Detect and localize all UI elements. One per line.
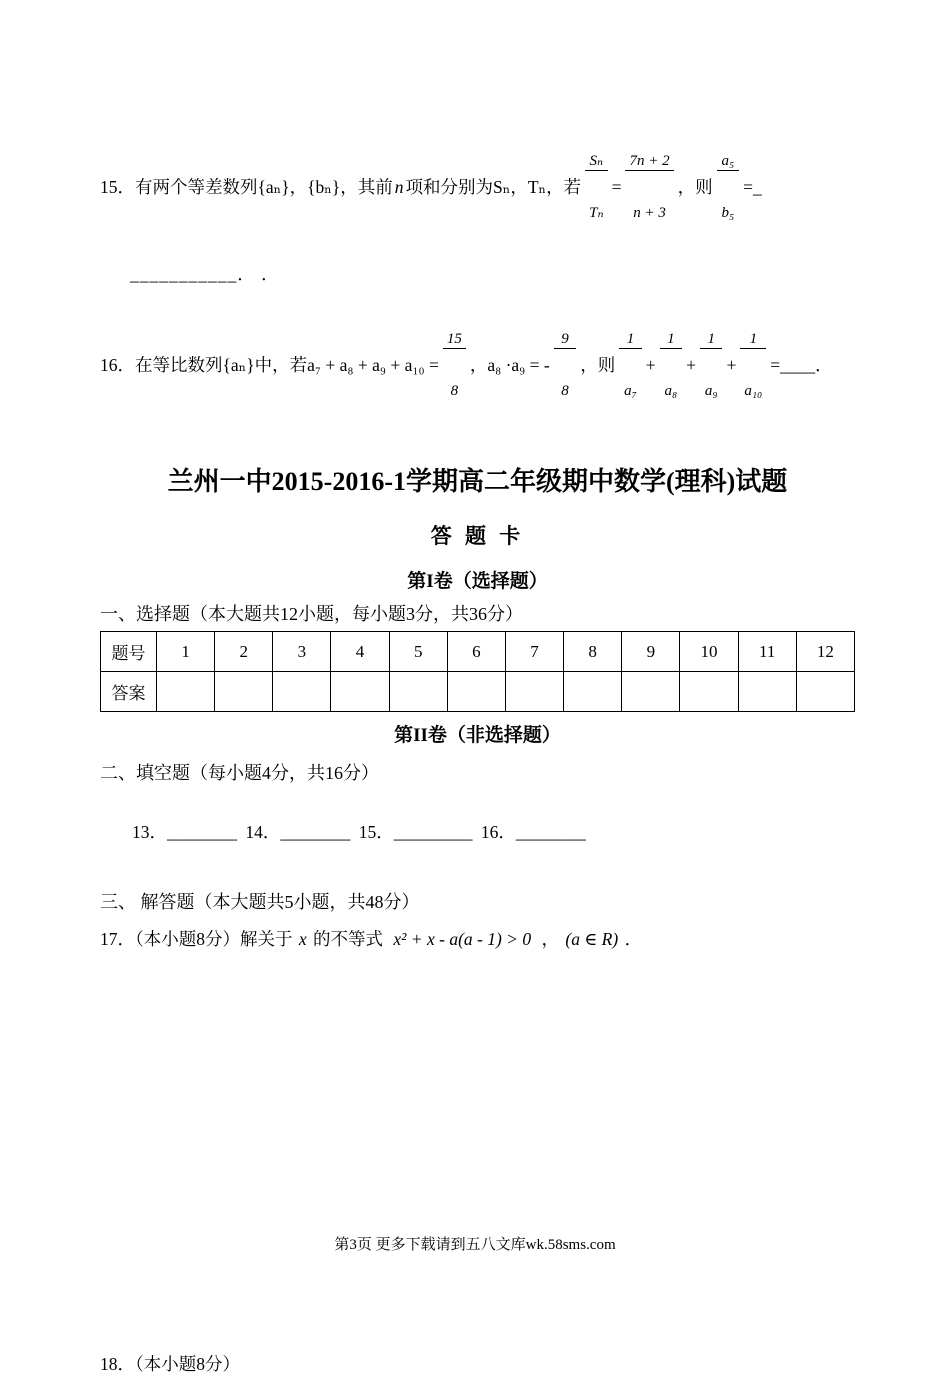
- answer-cell: [157, 672, 215, 712]
- answer-cell: [273, 672, 331, 712]
- question-number-cell: 3: [273, 632, 331, 672]
- question-18: 18．（本小题8分）: [100, 1354, 240, 1374]
- question-number-cell: 11: [738, 632, 796, 672]
- variable-n: n: [394, 177, 404, 198]
- part3-description: 三、 解答题（本大题共5小题，共48分）: [100, 892, 420, 912]
- answer-cell: [331, 672, 389, 712]
- answer-cell: [447, 672, 505, 712]
- fraction-1-a7: $\frac{1}{\text{a₇}}$: [619, 296, 642, 435]
- question-number-label: 题号: [101, 632, 157, 672]
- fraction-1-a8: $\frac{1}{\text{a₈}}$: [660, 296, 683, 435]
- question-15-text-3: ，则: [677, 177, 713, 198]
- fill-in-blanks-row: [132, 819, 855, 844]
- part1-title: 第I卷（选择题）: [407, 571, 548, 592]
- fraction-15-8: $\frac{15}{8}$: [443, 296, 466, 435]
- answer-cell: [389, 672, 447, 712]
- blank-line: ________: [280, 822, 351, 842]
- answer-cell: [622, 672, 680, 712]
- answer-cell: [505, 672, 563, 712]
- part2-description: 二、填空题（每小题4分，共16分）: [100, 763, 379, 783]
- question-number-cell: 1: [157, 632, 215, 672]
- answer-card-title: 答 题 卡: [430, 524, 525, 548]
- page-footer: 第3页 更多下载请到五八文库wk.58sms.com: [334, 1237, 616, 1253]
- question-15-answer-blank: ___________． ．: [130, 264, 280, 284]
- equals-sign: =: [611, 177, 622, 198]
- question-number-cell: 8: [564, 632, 622, 672]
- answer-cell: [796, 672, 854, 712]
- answer-cell: [564, 672, 622, 712]
- answer-cell: [738, 672, 796, 712]
- blank-line: ________: [167, 822, 237, 842]
- question-15: [100, 118, 855, 257]
- plus-sign: +: [645, 355, 656, 376]
- answer-cell: [215, 672, 273, 712]
- fill-blank-16: 16．________: [480, 822, 586, 842]
- question-16-text-4: =____．: [770, 355, 833, 376]
- answer-cell: [680, 672, 738, 712]
- part1-description: 一、选择题（本大题共12小题，每小题3分，共36分）: [100, 604, 523, 624]
- answer-label: 答案: [101, 672, 157, 712]
- fill-blank-13: 13．________: [132, 822, 237, 842]
- fill-blank-14: 14．________: [245, 822, 351, 842]
- question-15-text-4: =_: [743, 177, 762, 198]
- exam-title: 兰州一中2015-2016-1学期高二年级期中数学(理科)试题: [167, 467, 788, 496]
- question-number-cell: 5: [389, 632, 447, 672]
- question-16: [100, 296, 855, 435]
- question-number-cell: 10: [680, 632, 738, 672]
- fraction-a5-b5: $\frac{\text{a₅}}{\text{b₅}}$: [717, 118, 740, 257]
- question-17-period: ．: [624, 929, 643, 949]
- fraction-sn-tn: $\frac{\text{Sₙ}}{\text{Tₙ}}$: [585, 118, 608, 257]
- variable-x: x: [298, 929, 307, 949]
- question-number-row: [101, 632, 855, 672]
- part2-title: 第II卷（非选择题）: [394, 725, 561, 746]
- inequality-formula: x² + x - a(a - 1) > 0: [393, 929, 532, 949]
- question-17-comma: ，: [541, 929, 559, 949]
- question-15-text-1: 15．有两个等差数列{aₙ}，{bₙ}，其前: [100, 177, 393, 198]
- question-number-cell: 6: [447, 632, 505, 672]
- question-17-text-2: 的不等式: [313, 929, 384, 949]
- fraction-7n2-n3: $\frac{7n + 2}{n + 3}$: [625, 118, 673, 257]
- question-number-cell: 4: [331, 632, 389, 672]
- question-16-text-1: 16．在等比数列{aₙ}中，若a₇ + a₈ + a₉ + a₁₀ =: [100, 355, 439, 376]
- question-number-cell: 9: [622, 632, 680, 672]
- plus-sign: +: [686, 355, 696, 376]
- answer-table: [100, 631, 855, 712]
- blank-line: ________: [515, 822, 586, 842]
- question-15-text-2: 项和分别为Sₙ，Tₙ，若: [405, 177, 582, 198]
- blank-line: _________: [393, 822, 473, 842]
- question-number-cell: 2: [215, 632, 273, 672]
- a-in-r-condition: (a ∈ R): [565, 929, 619, 949]
- fraction-1-a10: $\frac{1}{\text{a₁₀}}$: [740, 296, 766, 435]
- fraction-9-8: $\frac{9}{8}$: [554, 296, 577, 435]
- question-17-text-1: 17．（本小题8分）解关于: [100, 929, 293, 949]
- question-number-cell: 7: [505, 632, 563, 672]
- fill-blank-15: 15．_________: [358, 822, 473, 842]
- question-16-text-3: ，则: [580, 355, 616, 376]
- answer-row: [101, 672, 855, 712]
- plus-sign: +: [726, 355, 737, 376]
- question-16-text-2: ，a₈ ·a₉ = -: [469, 355, 550, 376]
- question-number-cell: 12: [796, 632, 854, 672]
- question-17: [100, 926, 855, 951]
- fraction-1-a9: $\frac{1}{\text{a₉}}$: [700, 296, 723, 435]
